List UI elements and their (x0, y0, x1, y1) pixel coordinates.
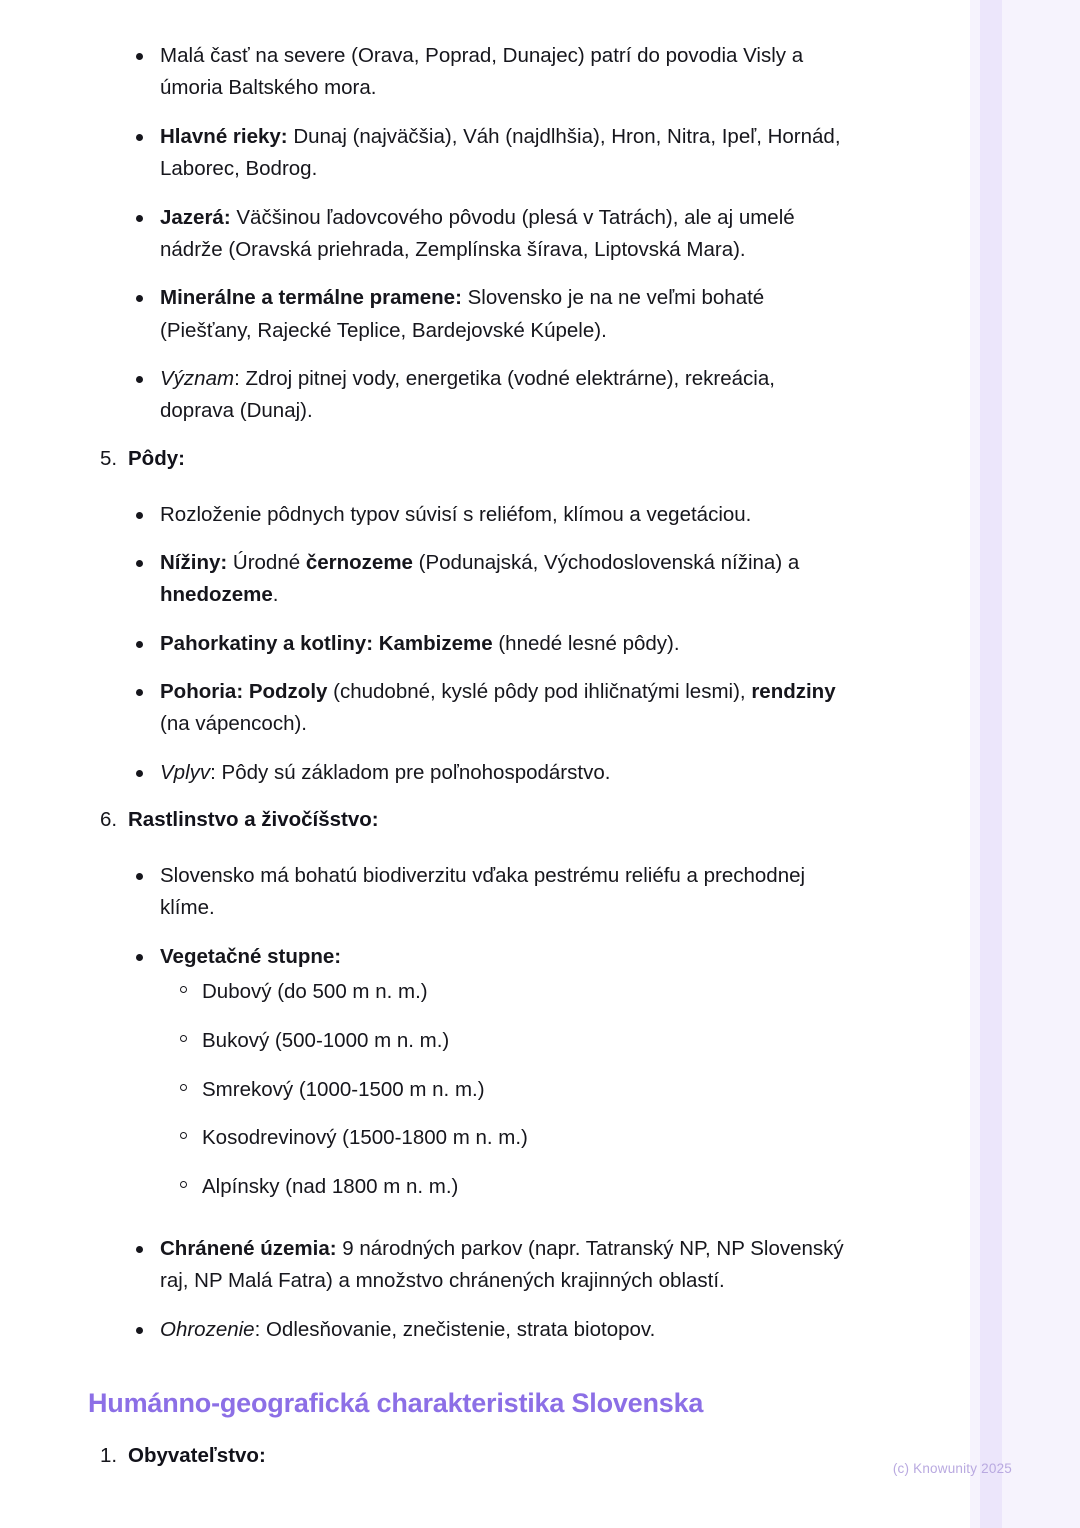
text-run: : Odlesňovanie, znečistenie, strata biotopov. (254, 1317, 656, 1341)
text-run: : Zdroj pitnej vody, energetika (vodné elektrárne), rekreácia, doprava (Dunaj). (160, 367, 775, 423)
list-item (128, 40, 850, 121)
list-item (128, 499, 850, 547)
list-item (128, 860, 850, 941)
emphasis-bold: rendziny (751, 680, 836, 703)
text-run: (na vápencoch). (160, 712, 308, 736)
text-run: Dunaj (najväčšia), Váh (najdlhšia), Hron, Nitra, Ipeľ, Hornád, Laborec, Bodrog. (160, 124, 841, 181)
text-run: : Pôdy sú základom pre poľnohospodárstvo. (210, 760, 611, 784)
emphasis-bold: Nížiny: (160, 550, 228, 574)
list-item (128, 941, 850, 1233)
text-run: (hnedé lesné pôdy). (492, 631, 680, 655)
text-run: Slovensko má bohatú biodiverzitu vďaka pestrému reliéfu a prechodnej klíme. (160, 863, 806, 920)
list-item-label: Obyvateľstvo: (128, 1443, 266, 1467)
emphasis-bold: Jazerá: (160, 205, 231, 229)
numbered-list-pody (0, 444, 900, 493)
text-run: Malá časť na severe (Orava, Poprad, Dunajec) patrí do povodia Visly a úmoria Baltského mora. (160, 44, 804, 100)
emphasis-bold: černozeme (305, 550, 413, 574)
emphasis-italic: Význam (160, 367, 235, 390)
list-item-number: 6. (100, 808, 118, 832)
emphasis-italic: Vplyv (160, 760, 211, 784)
rastlinstvo-bullet-list (0, 860, 900, 1362)
list-item-label: Rastlinstvo a živočíšstvo: (128, 808, 379, 832)
list-item: Kosodrevinový (1500-1800 m n. m.) (172, 1119, 850, 1168)
list-item (128, 1314, 850, 1362)
page-margin-accent-strip (980, 0, 1002, 1528)
emphasis-bold: Chránené územia: (160, 1236, 337, 1260)
emphasis-bold: Vegetačné stupne: (160, 944, 342, 968)
text-run: . (272, 583, 279, 607)
text-run: Slovensko je na ne veľmi bohaté (Piešťany, Rajecké Teplice, Bardejovské Kúpele). (160, 286, 765, 342)
list-item-number: 5. (100, 446, 118, 470)
list-item (100, 805, 900, 854)
sub-bullet-list (160, 973, 850, 1217)
list-item (128, 547, 850, 628)
emphasis-bold: Hlavné rieky: (160, 124, 288, 148)
list-item: Smrekový (1000-1500 m n. m.) (172, 1071, 850, 1120)
list-item (128, 282, 850, 363)
watermark: (c) Knowunity 2025 (892, 1461, 1012, 1476)
list-item: Alpínsky (nad 1800 m n. m.) (172, 1168, 850, 1217)
page-title: Humánno-geografická charakteristika Slovenska (88, 1387, 704, 1418)
top-bullet-list (0, 40, 900, 444)
pody-bullet-list (0, 499, 900, 806)
list-item (100, 444, 900, 493)
emphasis-bold: Minerálne a termálne pramene: (160, 286, 462, 310)
text-run: Rozloženie pôdnych typov súvisí s reliéfom, klímou a vegetáciou. (160, 502, 752, 526)
list-item-label: Pôdy: (128, 446, 185, 470)
list-item: Bukový (500-1000 m n. m.) (172, 1022, 850, 1071)
text-run: Úrodné (227, 550, 306, 574)
emphasis-bold: Pahorkatiny a kotliny: Kambizeme (160, 631, 493, 655)
list-item (128, 363, 850, 444)
emphasis-italic: Ohrozenie (160, 1317, 255, 1341)
numbered-list-obyvatelstvo (0, 1441, 900, 1490)
list-item (128, 121, 850, 202)
text-run: (Podunajská, Východoslovenská nížina) a (412, 550, 800, 574)
emphasis-bold: Pohoria: Podzoly (160, 680, 328, 703)
list-item (128, 1233, 850, 1314)
list-item (100, 1441, 900, 1490)
list-item (128, 757, 850, 805)
list-item (128, 628, 850, 676)
list-item (128, 202, 850, 283)
list-item-number: 1. (100, 1443, 118, 1467)
text-run: 9 národných parkov (napr. Tatranský NP, NP Slovenský raj, NP Malá Fatra) a množstvo chránených krajinných oblastí. (160, 1236, 844, 1293)
list-item: Dubový (do 500 m n. m.) (172, 973, 850, 1022)
list-item (128, 676, 850, 757)
emphasis-bold: hnedozeme (160, 583, 273, 607)
text-run: (chudobné, kyslé pôdy pod ihličnatými lesmi), (327, 680, 752, 703)
text-run: Väčšinou ľadovcového pôvodu (plesá v Tatrách), ale aj umelé nádrže (Oravská priehrada, Zemplínska šírava, Liptovská Mara). (160, 205, 795, 261)
numbered-list-rastlinstvo (0, 805, 900, 854)
